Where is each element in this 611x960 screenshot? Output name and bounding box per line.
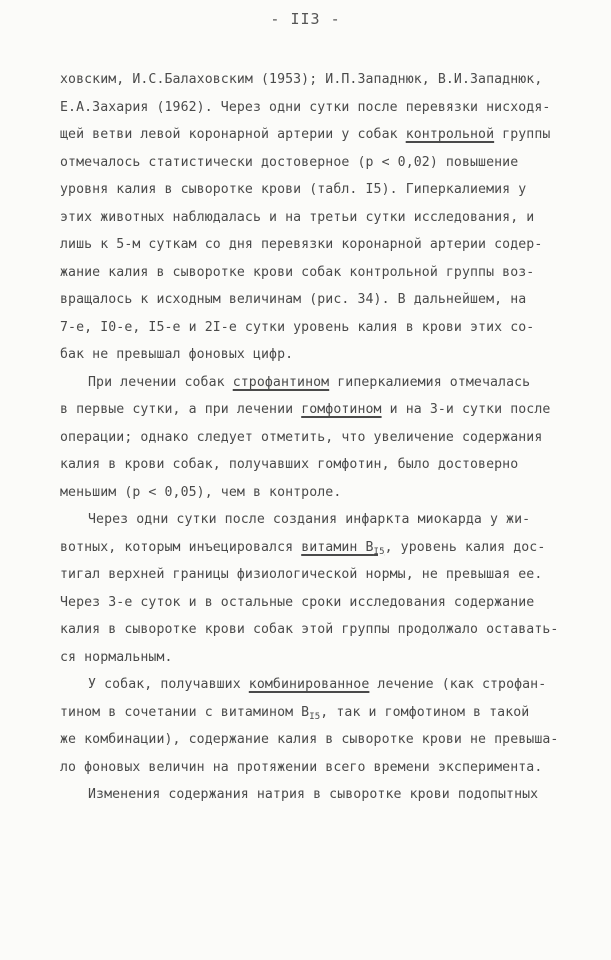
underlined-term: гомфотином [301, 402, 382, 417]
text-line: отмечалось статистически достоверное (р < 0,02) повышение [60, 154, 519, 170]
text-line: жание калия в сыворотке крови собак контрольной группы воз- [60, 264, 535, 280]
text-line: ло фоновых величин на протяжении всего времени эксперимента. [60, 759, 543, 775]
text-line: У собак, получавших комбинированное лечение (как строфан- [88, 677, 547, 692]
text-line: 7-е, I0-е, I5-е и 2I-е сутки уровень калия в крови этих со- [60, 319, 535, 335]
text-line: калия в сыворотке крови собак этой группы продолжало оставать- [60, 622, 559, 637]
text-line: ховским, И.С.Балаховским (1953); И.П.Западнюк, В.И.Западнюк, [60, 72, 543, 87]
text-line: уровня калия в сыворотке крови (табл. I5). Гиперкалиемия у [60, 182, 527, 197]
text-line: меньшим (р < 0,05), чем в контроле. [60, 484, 342, 500]
text-line: лишь к 5-м суткам со дня перевязки коронарной артерии содер- [60, 237, 543, 252]
text-line: калия в крови собак, получавших гомфотин, было достоверно [60, 457, 519, 472]
underlined-term: витамин $В_{I5}$ [301, 539, 385, 557]
underlined-term: строфантином [232, 374, 330, 390]
text-line: Через одни сутки после создания инфаркта миокарда у жи- [88, 512, 531, 527]
text-line: При лечении собак строфантином гиперкалиемия отмечалась [88, 374, 531, 390]
page-number: - II3 - [270, 10, 341, 28]
text-line: бак не превышал фоновых цифр. [60, 347, 294, 362]
text-line: ся нормальным. [60, 649, 173, 665]
body-text [60, 66, 580, 809]
text-line: тином в сочетании с витамином $В_{I5}$, так и гомфотином в такой [60, 704, 530, 722]
text-line: щей ветви левой коронарной артерии у собак контрольной группы [60, 127, 551, 142]
text-line: вращалось к исходным величинам (рис. 34). В дальнейшем, на [60, 292, 527, 307]
text-line: Изменения содержания натрия в сыворотке крови подопытных [88, 787, 539, 802]
text-line: Через 3-е суток и в остальные сроки исследования содержание [60, 594, 535, 610]
underlined-term: комбинированное [248, 677, 370, 692]
text-line: этих животных наблюдалась и на третьи сутки исследования, и [60, 209, 535, 225]
underlined-term: контрольной [405, 127, 495, 142]
text-line: вотных, которым инъецировался витамин $В_{I5}$, уровень калия дос- [60, 539, 546, 557]
text-line: тигал верхней границы физиологической нормы, не превышая ее. [60, 567, 543, 582]
text-line: Е.А.Захария (1962). Через одни сутки после перевязки нисходя- [60, 99, 551, 115]
text-line: в первые сутки, а при лечении гомфотином и на 3-и сутки после [60, 402, 551, 417]
text-line: операции; однако следует отметить, что увеличение содержания [60, 429, 543, 445]
text-line: же комбинации), содержание калия в сыворотке крови не превыша- [60, 732, 559, 747]
